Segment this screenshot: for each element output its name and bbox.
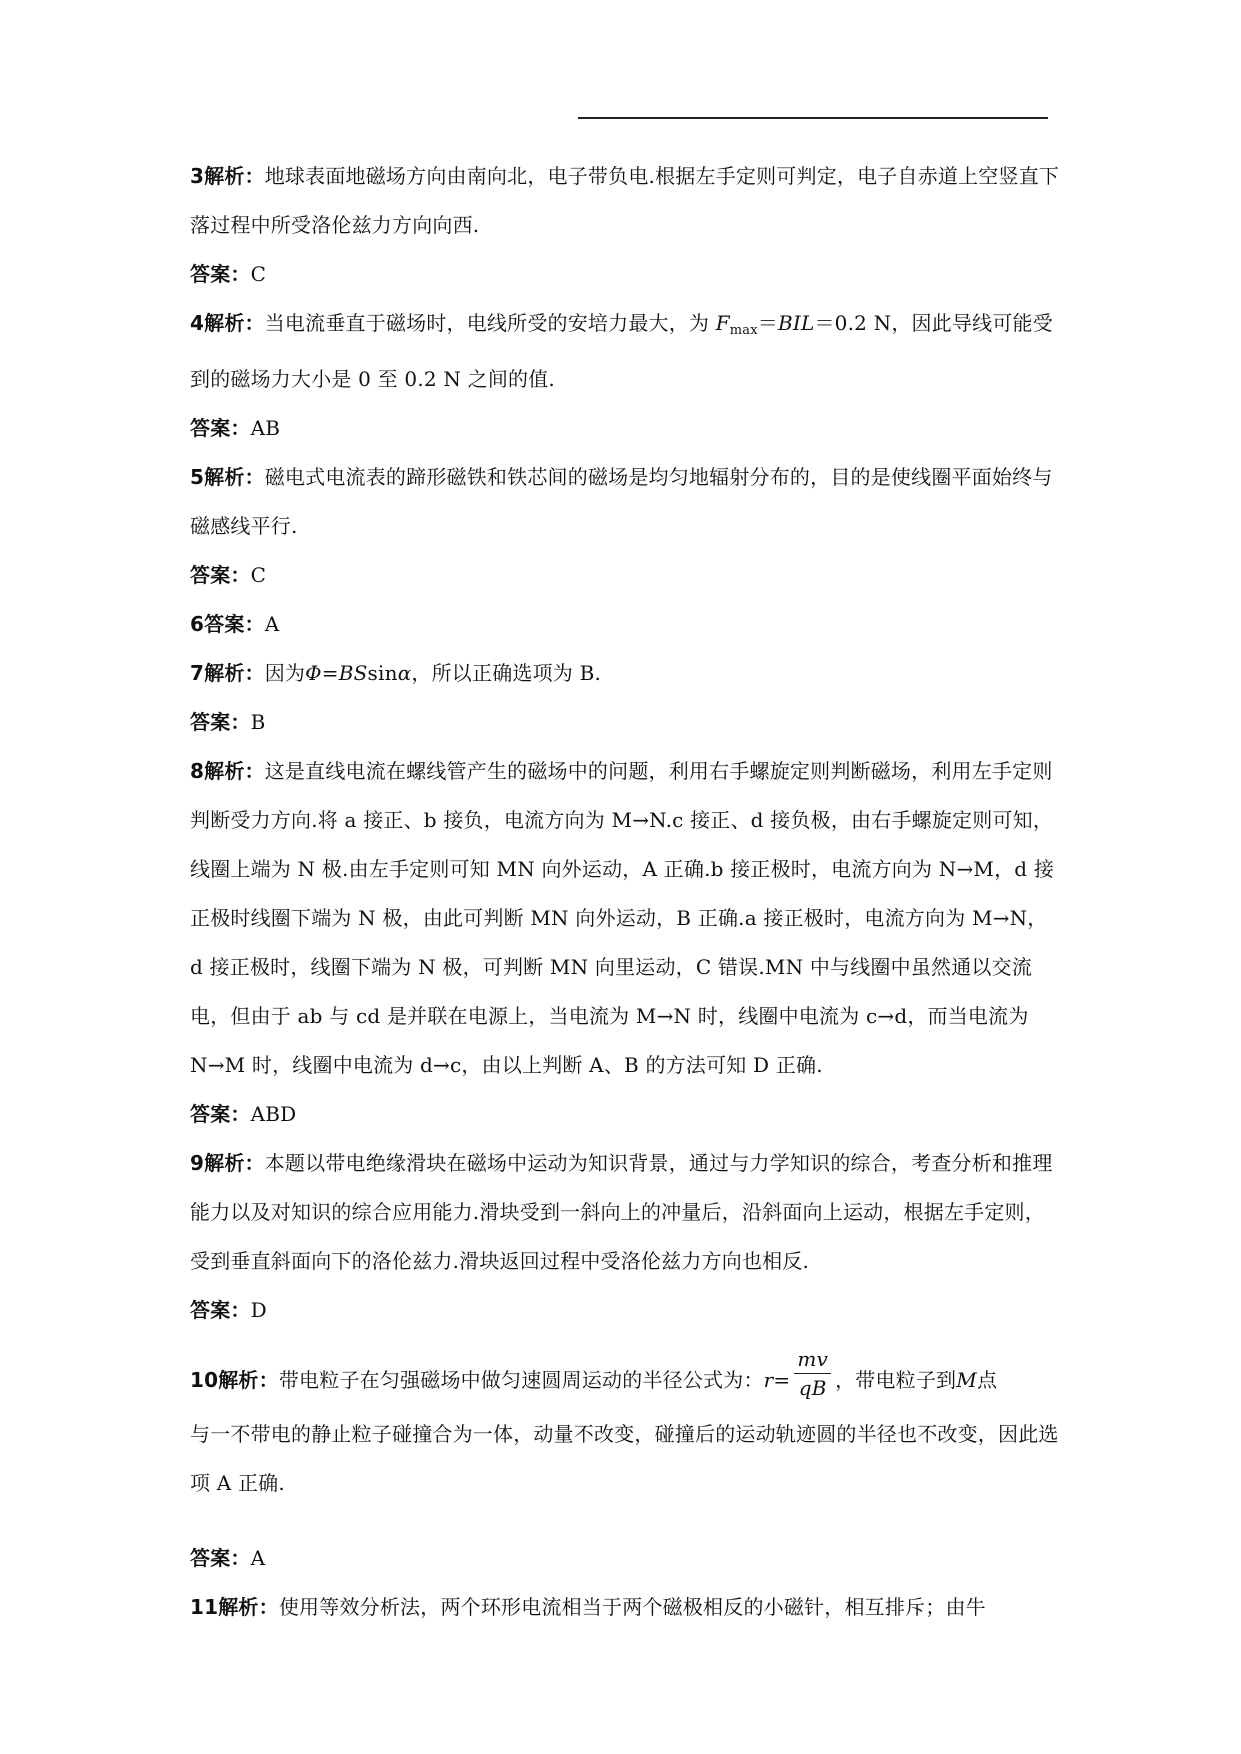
q3-answer <box>190 250 1060 299</box>
q3-number: 3 <box>190 164 205 188</box>
q8-answer-value: ABD <box>250 1102 297 1126</box>
q5-answer-label: 答案： <box>190 563 251 587</box>
q10-equals: = <box>773 1368 791 1392</box>
q10-text-4: 与一不带电的静止粒子碰撞合为一体，动量不改变，碰撞后的运动轨迹圆的半径也不改变，因此选项 A 正确. <box>190 1422 1059 1495</box>
q7-answer <box>190 698 1060 747</box>
q5-number: 5 <box>190 465 205 489</box>
q11-text: 使用等效分析法，两个环形电流相当于两个磁极相反的小磁针，相互排斥；由牛 <box>278 1595 986 1619</box>
q5-explanation <box>190 453 1060 551</box>
q3-answer-label: 答案： <box>190 262 251 286</box>
q11-label: 解析： <box>218 1595 279 1619</box>
q7-equals: = <box>321 661 339 685</box>
q9-answer-label: 答案： <box>190 1298 251 1322</box>
q10-text-1: 带电粒子在匀强磁场中做匀速圆周运动的半径公式为： <box>278 1368 764 1392</box>
q3-text: 地球表面地磁场方向由南向北，电子带负电.根据左手定则可判定，电子自赤道上空竖直下落过程中所受洛伦兹力方向向西. <box>190 164 1060 237</box>
q7-sin: sin <box>367 661 398 685</box>
q4-force-symbol: F <box>715 311 730 335</box>
q9-number: 9 <box>190 1151 205 1175</box>
q10-explanation <box>190 1347 1060 1508</box>
q4-answer-value: AB <box>250 416 281 440</box>
q10-answer <box>190 1534 1060 1583</box>
q4-answer-label: 答案： <box>190 416 251 440</box>
q6-number: 6 <box>190 612 205 636</box>
q4-label: 解析： <box>204 311 265 335</box>
q7-alpha: α <box>397 661 412 685</box>
q7-explanation <box>190 649 1060 698</box>
q8-text: 这是直线电流在螺线管产生的磁场中的问题，利用右手螺旋定则判断磁场，利用左手定则判断受力方向.将 a 接正、b 接负，电流方向为 M→N.c 接正、d 接负极，由右手螺旋定则可知，线圈上端为 N 极.由左手定则可知 MN 向外运动，A 正确.b 接正极时，电流方向为 N→M，d 接正极时线圈下端为 N 极，由此可判断 MN 向外运动，B 正确.a 接正极时，电流方向为 M→N，d 接正极时，线圈下端为 N 极，可判断 MN 向里运动，C 错误.MN 中与线圈中虽然通以交流电，但由于 ab 与 cd 是并联在电源上，当电流为 M→N 时，线圈中电流为 c→d，而当电流为 N→M 时，线圈中电流为 d→c，由以上判断 A、B 的方法可知 D 正确. <box>190 759 1055 1077</box>
q4-text-1: 当电流垂直于磁场时，电线所受的安培力最大，为 <box>264 311 710 335</box>
q3-explanation <box>190 152 1060 250</box>
q4-number: 4 <box>190 311 205 335</box>
q9-answer <box>190 1286 1060 1335</box>
q7-bs: BS <box>338 661 368 685</box>
q9-explanation <box>190 1139 1060 1286</box>
q8-answer <box>190 1090 1060 1139</box>
q4-equals: ＝ <box>757 311 778 335</box>
q8-explanation <box>190 747 1060 1090</box>
q3-answer-value: C <box>250 262 267 286</box>
q10-answer-label: 答案： <box>190 1546 251 1570</box>
q6-answer <box>190 600 1060 649</box>
q4-bil: BIL <box>778 311 815 335</box>
q8-number: 8 <box>190 759 205 783</box>
q10-answer-value: A <box>250 1546 266 1570</box>
q7-number: 7 <box>190 661 205 685</box>
q10-fraction-denominator: qB <box>798 1376 827 1400</box>
q5-text: 磁电式电流表的蹄形磁铁和铁芯间的磁场是均匀地辐射分布的，目的是使线圈平面始终与磁感线平行. <box>190 465 1053 538</box>
q7-text-2: ，所以正确选项为 B. <box>411 661 602 685</box>
q10-number: 10 <box>190 1368 219 1392</box>
q4-answer <box>190 404 1060 453</box>
q6-answer-label: 答案： <box>204 612 265 636</box>
q7-label: 解析： <box>204 661 265 685</box>
q7-text-1: 因为 <box>264 661 306 685</box>
q6-answer-value: A <box>264 612 280 636</box>
q9-text: 本题以带电绝缘滑块在磁场中运动为知识背景，通过与力学知识的综合，考查分析和推理能力以及对知识的综合应用能力.滑块受到一斜向上的冲量后，沿斜面向上运动，根据左手定则，受到垂直斜面向下的洛伦兹力.滑块返回过程中受洛伦兹力方向也相反. <box>190 1151 1053 1273</box>
q3-label: 解析： <box>204 164 265 188</box>
header-rule <box>578 117 1048 119</box>
answer-content <box>190 152 1060 1632</box>
q4-force-subscript: max <box>729 323 758 338</box>
q5-answer <box>190 551 1060 600</box>
q9-label: 解析： <box>204 1151 265 1175</box>
q10-fraction-numerator: mv <box>794 1345 831 1374</box>
q10-radius-fraction <box>794 1345 831 1402</box>
q7-answer-label: 答案： <box>190 710 251 734</box>
q4-text-2: ＝0.2 N，因此导线可能受到的磁场力大小是 0 至 0.2 N 之间的值. <box>190 311 1053 391</box>
q10-text-3: 点 <box>976 1368 998 1392</box>
q10-point-m: M <box>956 1368 977 1392</box>
q11-explanation <box>190 1583 1060 1632</box>
q10-radius-symbol: r <box>763 1368 774 1392</box>
q10-label: 解析： <box>218 1368 279 1392</box>
q8-label: 解析： <box>204 759 265 783</box>
q4-explanation <box>190 299 1060 404</box>
q5-label: 解析： <box>204 465 265 489</box>
q11-number: 11 <box>190 1595 219 1619</box>
q9-answer-value: D <box>250 1298 267 1322</box>
q5-answer-value: C <box>250 563 267 587</box>
q7-phi: Φ <box>305 661 322 685</box>
q10-text-2: ，带电粒子到 <box>835 1368 957 1392</box>
q8-answer-label: 答案： <box>190 1102 251 1126</box>
q7-answer-value: B <box>250 710 266 734</box>
